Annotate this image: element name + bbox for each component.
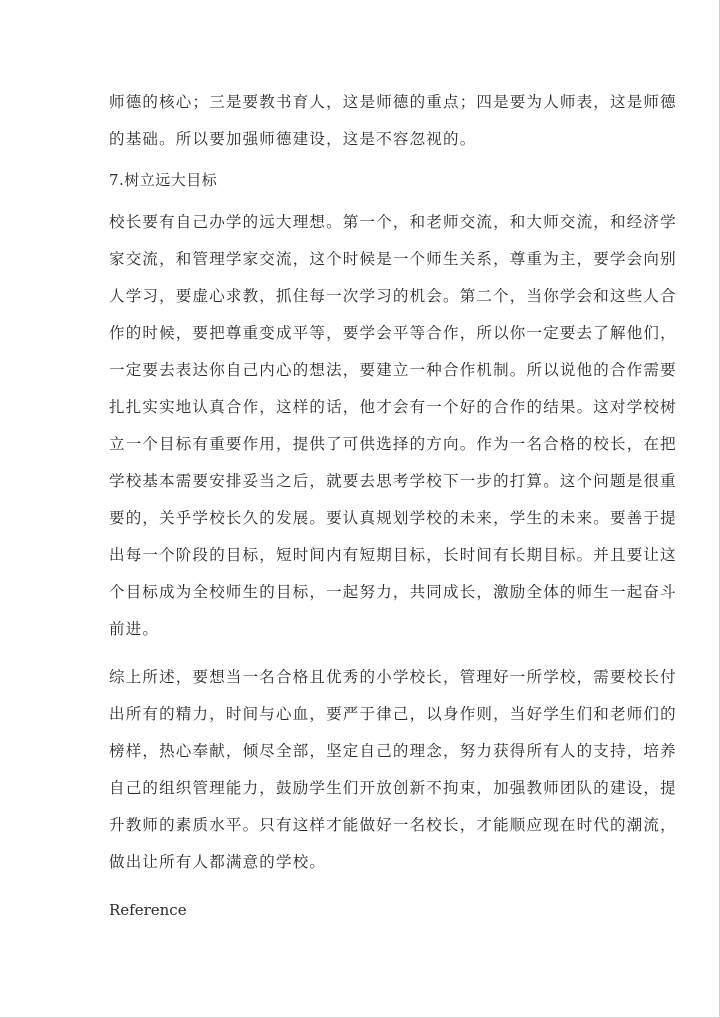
section-heading: 7.树立远大目标 <box>109 171 218 189</box>
text-line: 出所有的精力，时间与心血，要严于律己，以身作则，当好学生们和老师们的 <box>109 705 677 723</box>
reference-heading: Reference <box>109 901 187 919</box>
text-line: 师德的核心；三是要教书育人，这是师德的重点；四是要为人师表，这是师德 <box>109 93 677 111</box>
text-line: 一定要去表达你自己内心的想法，要建立一种合作机制。所以说他的合作需要 <box>109 361 677 379</box>
text-line: 综上所述，要想当一名合格且优秀的小学校长，管理好一所学校，需要校长付 <box>109 668 677 686</box>
text-line: 要的，关乎学校长久的发展。要认真规划学校的未来，学生的未来。要善于提 <box>109 509 677 527</box>
text-line: 立一个目标有重要作用，提供了可供选择的方向。作为一名合格的校长，在把 <box>109 435 677 453</box>
text-line: 自己的组织管理能力，鼓励学生们开放创新不拘束，加强教师团队的建设，提 <box>109 779 677 797</box>
text-line: 个目标成为全校师生的目标，一起努力，共同成长，激励全体的师生一起奋斗 <box>109 583 677 601</box>
text-line: 做出让所有人都满意的学校。 <box>109 853 327 871</box>
text-line: 人学习，要虚心求教，抓住每一次学习的机会。第二个，当你学会和这些人合 <box>109 287 677 305</box>
text-line: 校长要有自己办学的远大理想。第一个，和老师交流，和大师交流，和经济学 <box>109 213 677 231</box>
text-line: 扎扎实实地认真合作，这样的话，他才会有一个好的合作的结果。这对学校树 <box>109 398 677 416</box>
text-line: 升教师的素质水平。只有这样才能做好一名校长，才能顺应现在时代的潮流， <box>109 816 677 834</box>
text-line: 学校基本需要安排妥当之后，就要去思考学校下一步的打算。这个问题是很重 <box>109 472 677 490</box>
text-line: 前进。 <box>109 620 160 638</box>
text-line: 作的时候，要把尊重变成平等，要学会平等合作，所以你一定要去了解他们， <box>109 324 677 342</box>
text-line: 榜样，热心奉献，倾尽全部，坚定自己的理念，努力获得所有人的支持，培养 <box>109 742 677 760</box>
text-line: 的基础。所以要加强师德建设，这是不容忽视的。 <box>109 130 477 148</box>
text-line: 出每一个阶段的目标，短时间内有短期目标，长时间有长期目标。并且要让这 <box>109 546 677 564</box>
text-line: 家交流，和管理学家交流，这个时候是一个师生关系，尊重为主，要学会向别 <box>109 250 677 268</box>
